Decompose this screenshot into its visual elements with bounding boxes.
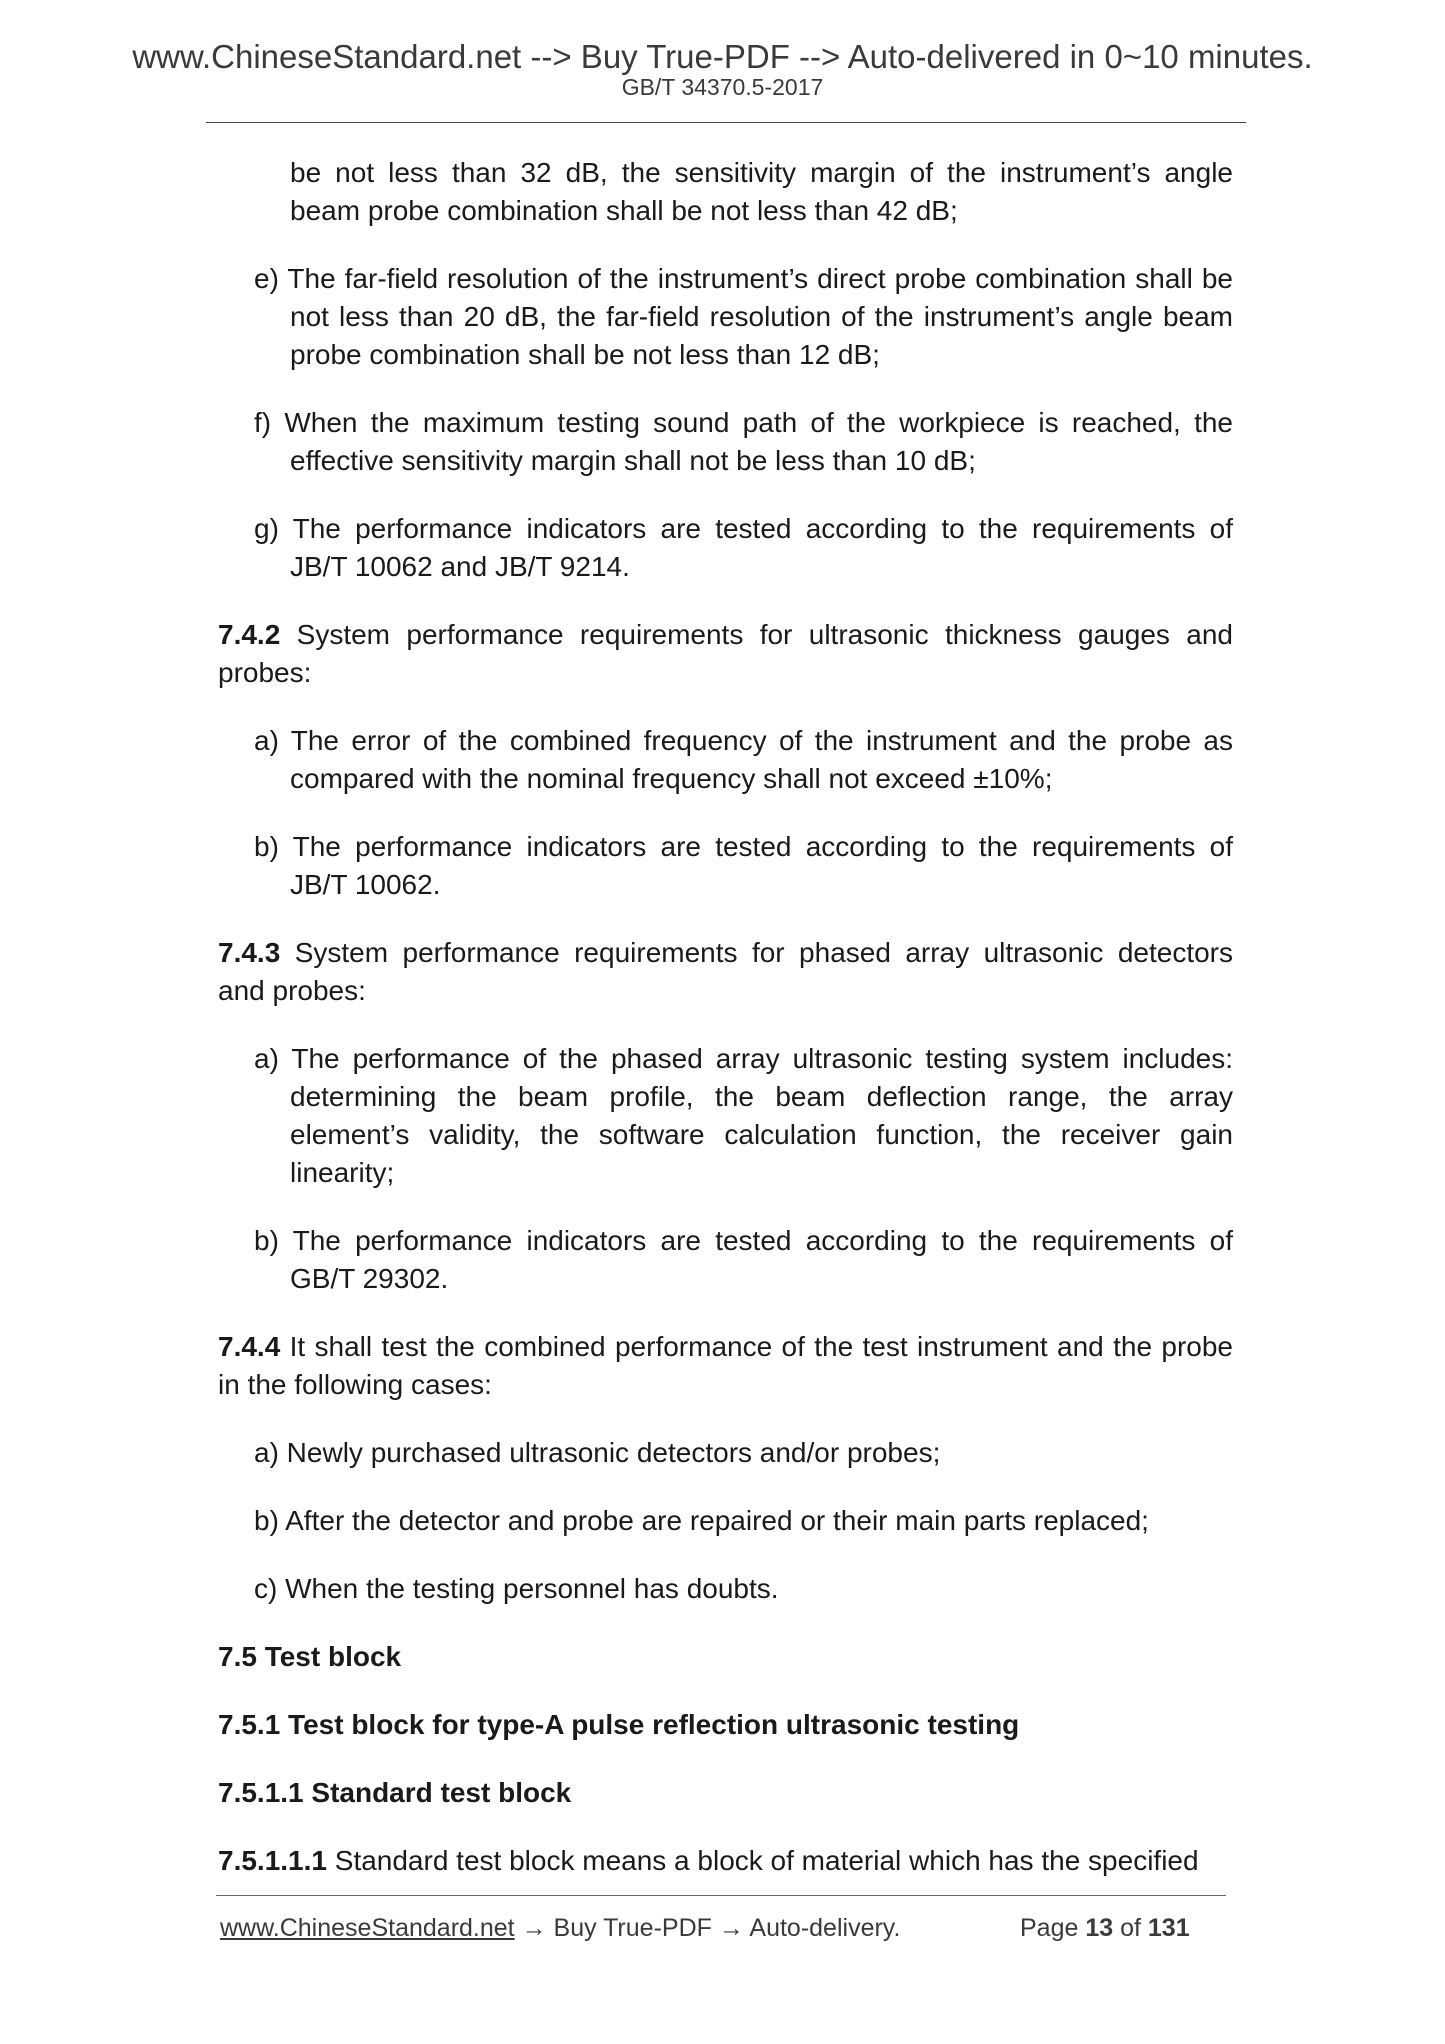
clause-text: System performance requirements for ultrasonic thickness gauges and probes:	[218, 619, 1233, 688]
clause-7-5-1-1-1	[218, 1842, 1233, 1880]
page-content	[218, 154, 1233, 1910]
clause-7-4-4	[218, 1328, 1233, 1404]
clause-7-4-3-item-b: b) The performance indicators are tested according to the requirements of GB/T 29302.	[254, 1225, 1233, 1294]
clause-7-4-3-item-a: a) The performance of the phased array ultrasonic testing system includes: determining the beam profile, the beam deflection range, the array element’s validity, the software calculation function, the receiver gain linearity;	[254, 1043, 1233, 1188]
footer-divider	[216, 1895, 1226, 1896]
of-label: of	[1113, 1914, 1148, 1942]
clause-number: 7.4.3	[218, 937, 281, 968]
item-f: f) When the maximum testing sound path of the workpiece is reached, the effective sensitivity margin shall not be less than 10 dB;	[254, 407, 1233, 476]
clause-7-4-4-item-b: b) After the detector and probe are repaired or their main parts replaced;	[254, 1505, 1149, 1536]
item-e: e) The far-field resolution of the instrument’s direct probe combination shall be not less than 20 dB, the far-field resolution of the instrument’s angle beam probe combination shall be not less than 12 dB;	[254, 263, 1233, 370]
heading-7-5-1-1: 7.5.1.1 Standard test block	[218, 1777, 572, 1808]
clause-7-4-2	[218, 616, 1233, 692]
item-d-continuation: be not less than 32 dB, the sensitivity margin of the instrument’s angle beam probe combination shall be not less than 42 dB;	[290, 157, 1233, 226]
clause-7-4-2-item-a: a) The error of the combined frequency of the instrument and the probe as compared with the nominal frequency shall not exceed ±10%;	[254, 725, 1233, 794]
footer-link[interactable]: www.ChineseStandard.net	[220, 1914, 515, 1942]
page-indicator	[1020, 1914, 1190, 1943]
heading-7-5-1: 7.5.1 Test block for type-A pulse reflection ultrasonic testing	[218, 1709, 1020, 1740]
footer-source	[220, 1914, 900, 1943]
page-label: Page	[1020, 1914, 1086, 1942]
document-id: GB/T 34370.5-2017	[621, 74, 824, 100]
top-banner: www.ChineseStandard.net --> Buy True-PDF --> Auto-delivered in 0~10 minutes.	[132, 38, 1313, 75]
footer-trail: → Buy True-PDF → Auto-delivery.	[514, 1914, 901, 1942]
clause-text: System performance requirements for phased array ultrasonic detectors and probes:	[218, 937, 1233, 1006]
clause-7-4-4-item-c: c) When the testing personnel has doubts.	[254, 1573, 779, 1604]
header-divider	[206, 122, 1246, 123]
clause-7-4-3	[218, 934, 1233, 1010]
page-total: 131	[1147, 1914, 1190, 1942]
clause-7-4-4-item-a: a) Newly purchased ultrasonic detectors and/or probes;	[254, 1437, 941, 1468]
heading-7-5: 7.5 Test block	[218, 1641, 402, 1672]
page-number: 13	[1085, 1914, 1114, 1942]
clause-number: 7.5.1.1.1	[218, 1845, 327, 1876]
clause-7-4-2-item-b: b) The performance indicators are tested according to the requirements of JB/T 10062.	[254, 831, 1233, 900]
clause-text: Standard test block means a block of material which has the specified	[326, 1845, 1199, 1876]
item-g: g) The performance indicators are tested according to the requirements of JB/T 10062 and JB/T 9214.	[254, 513, 1233, 582]
clause-number: 7.4.2	[218, 619, 281, 650]
clause-number: 7.4.4	[218, 1331, 281, 1362]
clause-text: It shall test the combined performance of the test instrument and the probe in the following cases:	[218, 1331, 1233, 1400]
